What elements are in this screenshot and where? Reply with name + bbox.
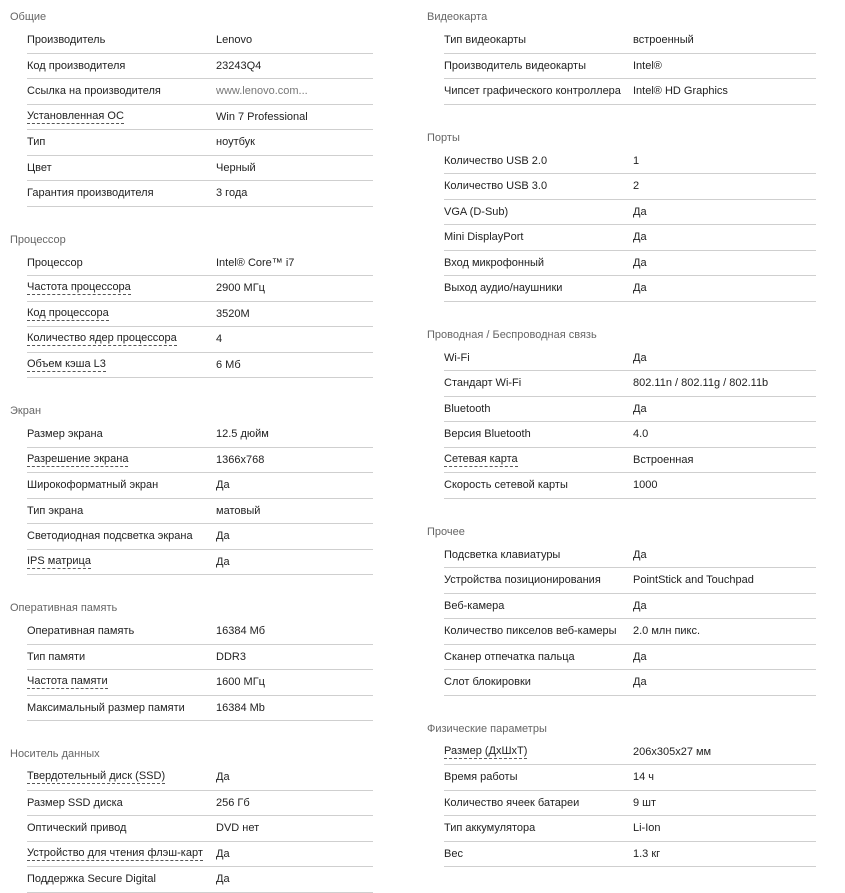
spec-value: 1000 bbox=[633, 479, 658, 492]
spec-section bbox=[427, 10, 816, 105]
spec-value: 4.0 bbox=[633, 428, 649, 441]
spec-row bbox=[27, 791, 373, 817]
spec-label: Размер экрана bbox=[27, 428, 103, 441]
spec-section bbox=[10, 747, 373, 893]
spec-value: 3520M bbox=[216, 307, 250, 320]
spec-label: Код производителя bbox=[27, 59, 126, 72]
spec-value: Встроенная bbox=[633, 453, 694, 466]
spec-section bbox=[427, 525, 816, 696]
spec-value: Да bbox=[216, 771, 230, 784]
spec-value: 256 Гб bbox=[216, 796, 250, 809]
spec-section bbox=[427, 328, 816, 499]
spec-section bbox=[10, 404, 373, 575]
spec-row bbox=[27, 251, 373, 277]
spec-value: Intel® Core™ i7 bbox=[216, 256, 295, 269]
spec-value: Да bbox=[633, 402, 647, 415]
spec-label: Чипсет графического контроллера bbox=[444, 85, 621, 98]
spec-value: 16384 Mb bbox=[216, 701, 265, 714]
spec-label-help-link[interactable]: Устройство для чтения флэш-карт bbox=[27, 846, 203, 859]
spec-value: Да bbox=[633, 599, 647, 612]
spec-label: Светодиодная подсветка экрана bbox=[27, 530, 193, 543]
spec-value: Черный bbox=[216, 161, 256, 174]
spec-section bbox=[10, 601, 373, 721]
spec-label: Количество USB 3.0 bbox=[444, 180, 548, 193]
spec-row bbox=[444, 670, 816, 696]
spec-value: Да bbox=[633, 548, 647, 561]
spec-label-help-link[interactable]: Количество ядер процессора bbox=[27, 332, 177, 345]
spec-value: 16384 Мб bbox=[216, 625, 266, 638]
spec-value: Да bbox=[216, 530, 230, 543]
spec-label: Стандарт Wi-Fi bbox=[444, 377, 522, 390]
spec-label: Процессор bbox=[27, 256, 83, 269]
spec-row bbox=[444, 149, 816, 175]
spec-label: Гарантия производителя bbox=[27, 187, 154, 200]
spec-row bbox=[444, 842, 816, 868]
spec-row bbox=[27, 327, 373, 353]
spec-label-help-link[interactable]: Разрешение экрана bbox=[27, 452, 129, 465]
spec-row bbox=[444, 568, 816, 594]
specs-left-column bbox=[10, 0, 373, 893]
spec-value: 4 bbox=[216, 333, 223, 346]
spec-value: 1600 МГц bbox=[216, 676, 265, 689]
spec-row bbox=[444, 816, 816, 842]
spec-value: Да bbox=[633, 231, 647, 244]
spec-value: Да bbox=[633, 205, 647, 218]
spec-row bbox=[27, 181, 373, 207]
spec-label: Количество пикселов веб-камеры bbox=[444, 625, 617, 638]
spec-row bbox=[444, 619, 816, 645]
spec-row bbox=[444, 397, 816, 423]
spec-value: 12.5 дюйм bbox=[216, 428, 269, 441]
spec-value: Да bbox=[633, 676, 647, 689]
spec-value: 2 bbox=[633, 180, 640, 193]
spec-value: 1366x768 bbox=[216, 453, 265, 466]
spec-value: Intel® bbox=[633, 59, 662, 72]
spec-value: DDR3 bbox=[216, 650, 246, 663]
spec-label: Тип памяти bbox=[27, 650, 86, 663]
spec-row bbox=[444, 422, 816, 448]
spec-section bbox=[10, 233, 373, 379]
spec-row bbox=[444, 79, 816, 105]
spec-label-help-link[interactable]: Установленная ОС bbox=[27, 109, 124, 122]
spec-value: Да bbox=[216, 479, 230, 492]
spec-label-help-link[interactable]: Код процессора bbox=[27, 306, 109, 319]
spec-row bbox=[27, 696, 373, 722]
spec-row bbox=[444, 371, 816, 397]
spec-row bbox=[27, 765, 373, 791]
spec-row bbox=[27, 353, 373, 379]
spec-section bbox=[427, 131, 816, 302]
spec-label: Время работы bbox=[444, 771, 518, 784]
spec-value: матовый bbox=[216, 504, 261, 517]
spec-value: 1 bbox=[633, 154, 640, 167]
spec-row bbox=[444, 645, 816, 671]
spec-row bbox=[27, 79, 373, 105]
spec-row bbox=[444, 765, 816, 791]
spec-label: Цвет bbox=[27, 161, 52, 174]
spec-value: 3 года bbox=[216, 187, 248, 200]
spec-row bbox=[27, 54, 373, 80]
spec-label: Слот блокировки bbox=[444, 676, 531, 689]
spec-value: 1.3 кг bbox=[633, 847, 661, 860]
spec-row bbox=[27, 105, 373, 131]
spec-value: Да bbox=[633, 351, 647, 364]
spec-row bbox=[27, 448, 373, 474]
spec-label: Количество ячеек батареи bbox=[444, 796, 580, 809]
spec-row bbox=[444, 276, 816, 302]
spec-row bbox=[27, 276, 373, 302]
spec-row bbox=[27, 842, 373, 868]
manufacturer-link[interactable]: www.lenovo.com... bbox=[216, 85, 308, 98]
spec-value: Да bbox=[633, 282, 647, 295]
spec-row bbox=[444, 543, 816, 569]
spec-label: Bluetooth bbox=[444, 402, 491, 415]
spec-row bbox=[444, 174, 816, 200]
spec-label-help-link[interactable]: Размер (ДхШхТ) bbox=[444, 744, 528, 757]
section-title: Видеокарта bbox=[427, 11, 488, 23]
spec-row bbox=[27, 645, 373, 671]
spec-label: Оптический привод bbox=[27, 822, 127, 835]
spec-value: Да bbox=[216, 847, 230, 860]
spec-label: Количество USB 2.0 bbox=[444, 154, 548, 167]
spec-value: Intel® HD Graphics bbox=[633, 85, 728, 98]
spec-row bbox=[27, 670, 373, 696]
spec-row bbox=[444, 251, 816, 277]
spec-row bbox=[444, 740, 816, 766]
spec-label: Производитель bbox=[27, 34, 106, 47]
spec-value: 802.11n / 802.11g / 802.11b bbox=[633, 377, 769, 390]
spec-row bbox=[444, 28, 816, 54]
section-title: Физические параметры bbox=[427, 722, 547, 735]
spec-label: Тип видеокарты bbox=[444, 34, 527, 47]
spec-label: Выход аудио/наушники bbox=[444, 282, 563, 295]
spec-label-help-link[interactable]: IPS матрица bbox=[27, 554, 91, 567]
spec-value: Да bbox=[216, 555, 230, 568]
spec-label-help-link[interactable]: Твердотельный диск (SSD) bbox=[27, 770, 166, 783]
spec-row bbox=[27, 28, 373, 54]
spec-value: PointStick and Touchpad bbox=[633, 574, 754, 587]
specs-right-column bbox=[427, 0, 816, 867]
spec-row bbox=[27, 867, 373, 893]
section-title: Экран bbox=[10, 405, 42, 417]
spec-label-help-link[interactable]: Частота памяти bbox=[27, 675, 108, 688]
spec-row bbox=[444, 200, 816, 226]
spec-row bbox=[27, 473, 373, 499]
spec-label: Веб-камера bbox=[444, 599, 505, 612]
spec-row bbox=[444, 448, 816, 474]
spec-value: 9 шт bbox=[633, 796, 657, 809]
spec-label-help-link[interactable]: Объем кэша L3 bbox=[27, 357, 106, 370]
spec-row bbox=[27, 156, 373, 182]
spec-row bbox=[27, 422, 373, 448]
spec-label: Максимальный размер памяти bbox=[27, 701, 185, 714]
spec-row bbox=[27, 130, 373, 156]
spec-label: Оперативная память bbox=[27, 625, 135, 638]
spec-label: VGA (D-Sub) bbox=[444, 205, 509, 218]
spec-row bbox=[27, 619, 373, 645]
spec-label: Размер SSD диска bbox=[27, 796, 123, 809]
section-title: Порты bbox=[427, 131, 460, 144]
spec-label: Wi-Fi bbox=[444, 351, 470, 364]
spec-row bbox=[27, 816, 373, 842]
spec-section bbox=[427, 722, 816, 868]
spec-label: Широкоформатный экран bbox=[27, 479, 159, 492]
spec-value: 23243Q4 bbox=[216, 59, 262, 72]
spec-row bbox=[444, 594, 816, 620]
spec-label: Тип аккумулятора bbox=[444, 822, 536, 835]
section-title: Оперативная память bbox=[10, 602, 118, 614]
spec-label: Производитель видеокарты bbox=[444, 59, 586, 72]
spec-label: Устройства позиционирования bbox=[444, 574, 601, 587]
spec-label: Тип bbox=[27, 136, 46, 149]
section-title: Проводная / Беспроводная связь bbox=[427, 328, 597, 341]
spec-label: Mini DisplayPort bbox=[444, 231, 524, 244]
spec-value: Да bbox=[633, 650, 647, 663]
spec-row bbox=[27, 302, 373, 328]
spec-value: ноутбук bbox=[216, 136, 255, 149]
spec-value: встроенный bbox=[633, 34, 694, 47]
spec-value: Да bbox=[633, 256, 647, 269]
spec-label: Версия Bluetooth bbox=[444, 428, 531, 441]
spec-label: Поддержка Secure Digital bbox=[27, 873, 156, 886]
spec-label: Скорость сетевой карты bbox=[444, 479, 568, 492]
section-title: Процессор bbox=[10, 233, 66, 246]
spec-value: 14 ч bbox=[633, 771, 655, 784]
spec-value: Lenovo bbox=[216, 34, 253, 47]
spec-label-help-link[interactable]: Частота процессора bbox=[27, 281, 131, 294]
spec-row bbox=[27, 524, 373, 550]
spec-value: 2900 МГц bbox=[216, 282, 265, 295]
spec-label: Тип экрана bbox=[27, 504, 84, 517]
spec-value: Win 7 Professional bbox=[216, 110, 308, 123]
spec-row bbox=[444, 225, 816, 251]
spec-value: DVD нет bbox=[216, 822, 260, 835]
spec-row bbox=[444, 54, 816, 80]
spec-label: Вход микрофонный bbox=[444, 256, 545, 269]
spec-row bbox=[444, 346, 816, 372]
spec-label: Подсветка клавиатуры bbox=[444, 548, 561, 561]
spec-value: Li-Ion bbox=[633, 822, 661, 835]
spec-row bbox=[27, 499, 373, 525]
spec-label: Ссылка на производителя bbox=[27, 85, 161, 98]
section-title: Носитель данных bbox=[10, 748, 100, 760]
spec-label: Сканер отпечатка пальца bbox=[444, 650, 575, 663]
spec-label: Вес bbox=[444, 847, 463, 860]
spec-value: Да bbox=[216, 873, 230, 886]
section-title: Прочее bbox=[427, 525, 465, 538]
spec-section bbox=[10, 10, 373, 207]
spec-value: 6 Мб bbox=[216, 358, 241, 371]
spec-value: 206x305x27 мм bbox=[633, 745, 712, 758]
spec-row bbox=[444, 791, 816, 817]
spec-value: 2.0 млн пикс. bbox=[633, 625, 701, 638]
section-title: Общие bbox=[10, 11, 47, 23]
spec-row bbox=[27, 550, 373, 576]
spec-row bbox=[444, 473, 816, 499]
spec-label-help-link[interactable]: Сетевая карта bbox=[444, 452, 518, 465]
